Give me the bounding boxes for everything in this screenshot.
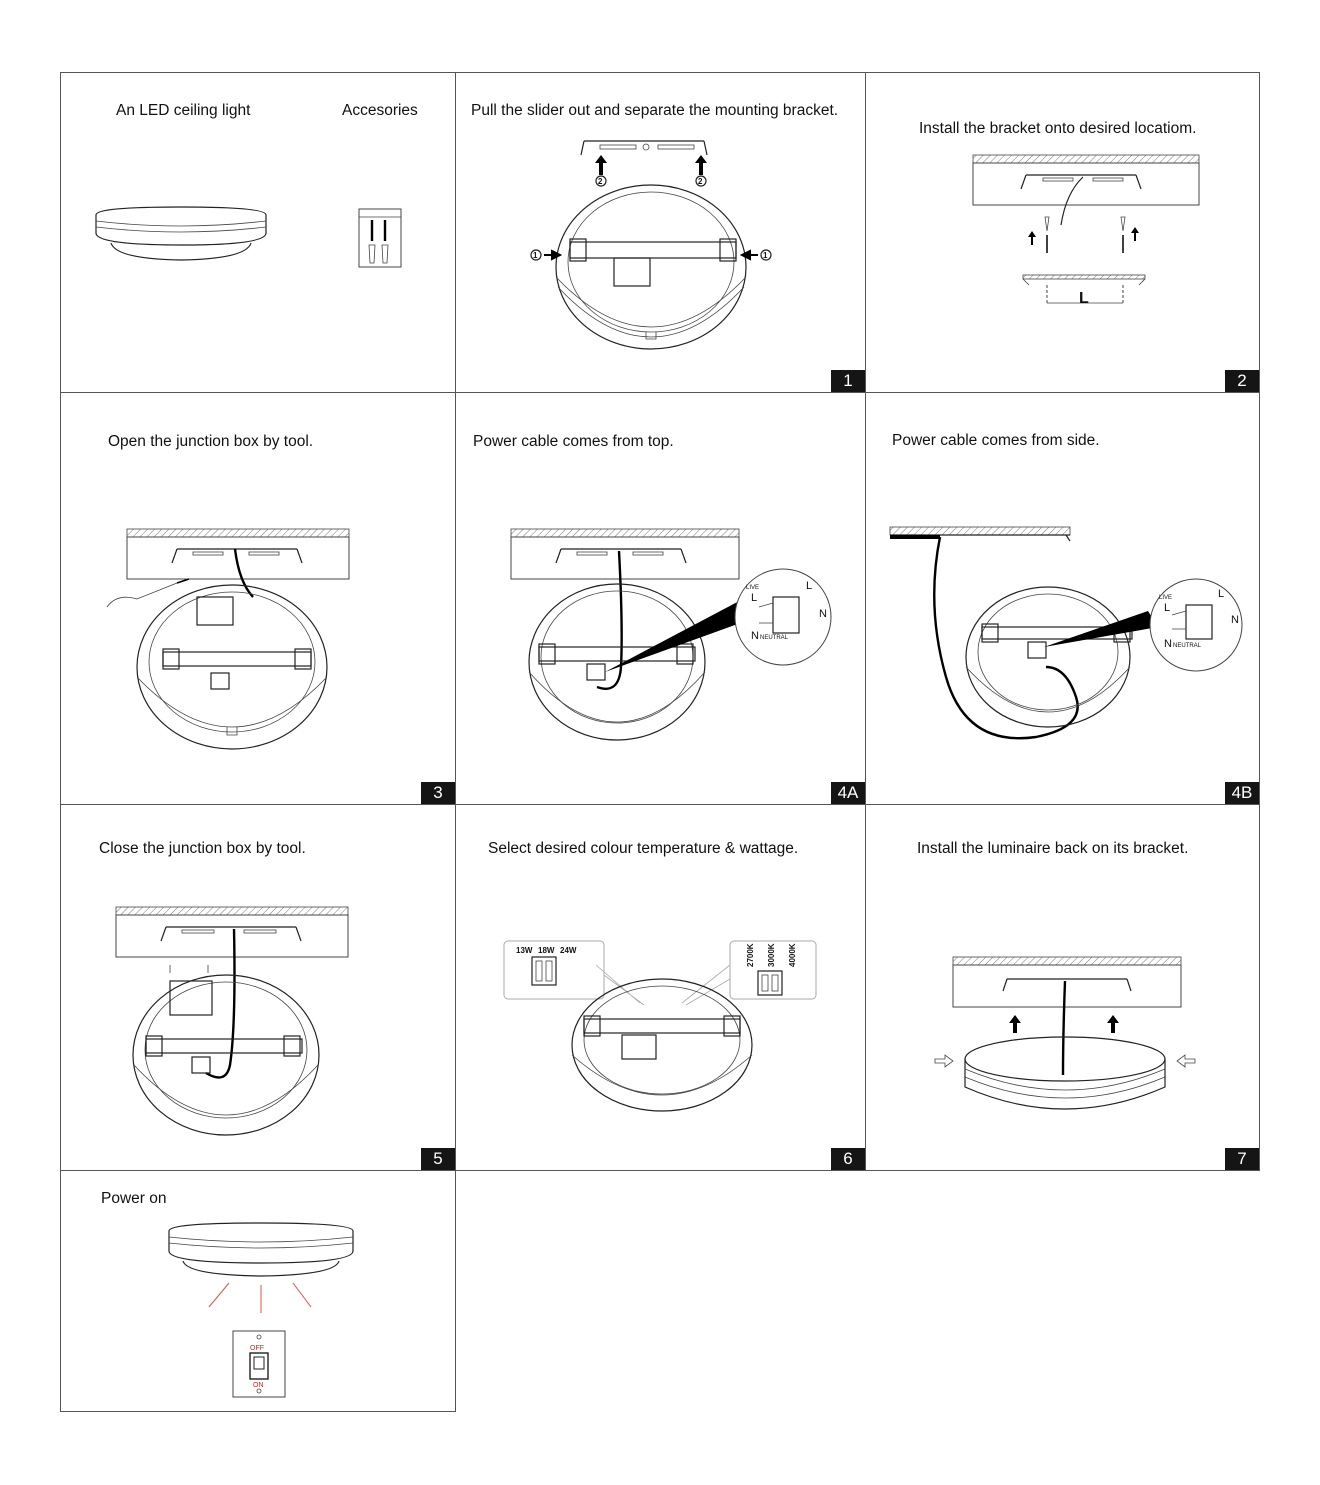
live-label-4b: L	[1164, 602, 1171, 614]
temp-2700k: 2700K	[746, 943, 755, 967]
step-8-caption: Power on	[101, 1190, 167, 1207]
step-3-badge: 3	[421, 782, 455, 804]
switch-on-label: ON	[253, 1382, 264, 1389]
step-1-caption: Pull the slider out and separate the mounting bracket.	[471, 102, 839, 119]
terminal-n-label: N	[819, 608, 827, 620]
live-small-label: LIVE	[746, 585, 760, 591]
screws-and-anchors-icon	[357, 207, 403, 269]
instruction-grid	[60, 72, 1260, 1412]
panel-step-1	[455, 72, 866, 393]
step-3-caption: Open the junction box by tool.	[108, 433, 314, 450]
step-4a-illustration	[511, 527, 851, 757]
step-4a-caption: Power cable comes from top.	[473, 433, 674, 450]
step-2-caption: Install the bracket onto desired locatiom.	[919, 120, 1197, 137]
step-3-illustration	[107, 527, 357, 757]
step-7-badge: 7	[1225, 1148, 1259, 1170]
arrow-label-1-right: 1	[763, 251, 768, 260]
step-2-badge: 2	[1225, 370, 1259, 392]
step-4b-illustration	[886, 527, 1261, 767]
arrow-label-2-left: 2	[598, 177, 603, 186]
step-5-badge: 5	[421, 1148, 455, 1170]
neutral-small-label-4b: NEUTRAL	[1173, 643, 1202, 649]
arrow-label-2-right: 2	[698, 177, 703, 186]
step-6-caption: Select desired colour temperature & wattage.	[488, 840, 799, 857]
panel-step-7	[865, 804, 1260, 1171]
ceiling-light-illustration	[91, 203, 281, 273]
panel-step-8	[60, 1170, 456, 1412]
panel-step-6	[455, 804, 866, 1171]
step-6-illustration	[504, 935, 824, 1115]
step-8-illustration	[161, 1221, 361, 1401]
accessories-label: Accesories	[342, 102, 418, 119]
step-4a-badge: 4A	[831, 782, 865, 804]
distance-label: L	[1079, 290, 1089, 307]
step-1-illustration	[526, 137, 786, 357]
step-4b-caption: Power cable comes from side.	[892, 432, 1100, 449]
neutral-small-label: NEUTRAL	[760, 635, 789, 641]
step-7-illustration	[931, 955, 1201, 1125]
neutral-label-4b: N	[1164, 638, 1172, 650]
live-label: L	[751, 592, 758, 604]
step-7-caption: Install the luminaire back on its bracket.	[917, 840, 1189, 857]
step-5-caption: Close the junction box by tool.	[99, 840, 306, 857]
terminal-l-label-4b: L	[1218, 588, 1225, 600]
wattage-13w: 13W	[516, 946, 533, 955]
wattage-24w: 24W	[560, 946, 577, 955]
terminal-n-label-4b: N	[1231, 614, 1239, 626]
step-2-illustration	[971, 153, 1201, 318]
temp-4000k: 4000K	[788, 943, 797, 967]
panel-step-5	[60, 804, 456, 1171]
step-6-badge: 6	[831, 1148, 865, 1170]
temp-3000k: 3000K	[767, 943, 776, 967]
neutral-label: N	[751, 630, 759, 642]
arrow-label-1-left: 1	[533, 251, 538, 260]
panel-step-2	[865, 72, 1260, 393]
panel-step-3	[60, 392, 456, 805]
switch-off-label: OFF	[250, 1345, 264, 1352]
step-4b-badge: 4B	[1225, 782, 1259, 804]
product-label: An LED ceiling light	[116, 102, 251, 119]
step-1-badge: 1	[831, 370, 865, 392]
live-small-label-4b: LIVE	[1159, 595, 1173, 601]
terminal-l-label: L	[806, 580, 813, 592]
panel-step-4a	[455, 392, 866, 805]
panel-intro	[60, 72, 456, 393]
panel-step-4b	[865, 392, 1260, 805]
step-5-illustration	[116, 905, 356, 1140]
wattage-18w: 18W	[538, 946, 555, 955]
